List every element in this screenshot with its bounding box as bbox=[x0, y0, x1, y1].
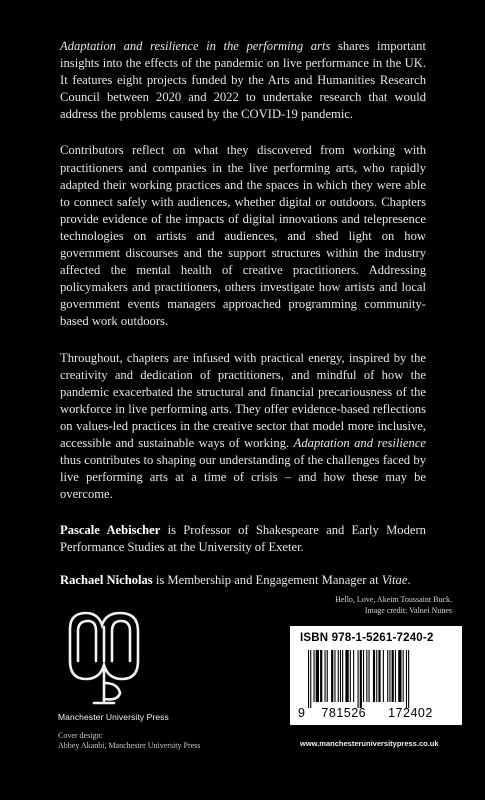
image-credit: Image credit: Valnei Nunes bbox=[364, 606, 452, 615]
barcode-bar bbox=[369, 650, 370, 702]
barcode-bar bbox=[383, 650, 384, 702]
barcode-digits-group-2: 172402 bbox=[388, 706, 433, 720]
barcode-bar bbox=[406, 650, 407, 708]
barcode-bar bbox=[314, 650, 315, 702]
barcode-bar bbox=[389, 650, 390, 702]
barcode-bar bbox=[392, 650, 394, 702]
barcode-digits bbox=[298, 706, 456, 720]
barcode-digits-group-1: 781526 bbox=[321, 706, 367, 720]
barcode-bar bbox=[316, 650, 319, 702]
mup-logo-icon bbox=[64, 605, 146, 709]
editor-name-1: Pascale Aebischer bbox=[60, 523, 161, 538]
cover-design-credit bbox=[58, 731, 200, 751]
barcode-digit-first: 9 bbox=[298, 706, 306, 720]
blurb-p3-end: thus contributes to shaping our understanding of the challenges faced by live performing arts at a time of crisis – and how these may be overcome. bbox=[60, 453, 426, 502]
book-short-title-italic: Adaptation and resilience bbox=[293, 435, 426, 450]
barcode-bar bbox=[331, 650, 333, 702]
barcode-bar bbox=[325, 650, 326, 702]
publisher-website: www.manchesteruniversitypress.co.uk bbox=[300, 739, 439, 748]
isbn-label: ISBN 978-1-5261-7240-2 bbox=[300, 632, 434, 644]
barcode-bar bbox=[308, 650, 309, 708]
blurb-p3-start: Throughout, chapters are infused with practical energy, inspired by the creativity and dedication of practitioners, and mindful of how the pandemic exacerbated the structural and financial precariousness of the workforce in live performing arts. They offer evidence-based reflections on values-led practices in the creative sector that model more inclusive, accessible and sustainable ways of working. bbox=[60, 350, 426, 450]
organisation-italic: Vitae bbox=[381, 572, 408, 587]
cover-design-label: Cover design: bbox=[58, 731, 103, 740]
barcode-bar bbox=[403, 650, 404, 702]
barcode-bar bbox=[342, 650, 343, 702]
image-credits bbox=[335, 594, 452, 616]
barcode-bar bbox=[373, 650, 375, 702]
publisher-name: Manchester University Press bbox=[58, 712, 169, 722]
blurb-paragraph-2: Contributors reflect on what they discovered from working with practitioners and companies in the live performing arts, who rapidly adapted their working practices and the spaces in which they were able to connect safely with audiences, whether digital or outdoors. Chapters provide evidence of the impacts of digital innovations and telepresence technologies on artists and audiences, and shed light on how government discourses and the support structures within the industry affected the mental health of creative practitioners. Addressing policymakers and practitioners, others investigate how artists and local government events managers approached programming community-based work outdoors. bbox=[60, 143, 426, 329]
blurb-paragraph-1 bbox=[60, 38, 426, 123]
isbn-barcode-panel bbox=[290, 626, 462, 725]
barcode-bar bbox=[378, 650, 380, 702]
barcode-bar bbox=[334, 650, 335, 702]
barcode-icon bbox=[308, 650, 448, 708]
barcode-bar bbox=[353, 650, 354, 702]
editor-bio-2 bbox=[60, 572, 426, 589]
barcode-bar bbox=[376, 650, 377, 702]
editor-name-2: Rachael Nicholas bbox=[60, 572, 153, 587]
barcode-bar bbox=[327, 650, 328, 702]
barcode-bar bbox=[358, 650, 359, 708]
barcode-bar bbox=[398, 650, 401, 702]
barcode-bar bbox=[338, 650, 339, 702]
barcode-bar bbox=[408, 650, 409, 708]
barcode-bar bbox=[366, 650, 367, 702]
barcode-bar bbox=[360, 650, 362, 708]
editor-bio-text-2: is Membership and Engagement Manager at bbox=[152, 572, 382, 587]
artwork-credit: Hello, Love, Akeim Toussaint Buck. bbox=[335, 595, 452, 604]
barcode-bar bbox=[363, 650, 364, 702]
barcode-bar bbox=[320, 650, 322, 702]
barcode-bar bbox=[350, 650, 351, 702]
barcode-bar bbox=[340, 650, 341, 702]
barcode-bar bbox=[387, 650, 388, 702]
blurb-paragraph-3 bbox=[60, 350, 426, 504]
editor-bio-end-2: . bbox=[407, 572, 411, 587]
book-title-italic: Adaptation and resilience in the performing arts bbox=[60, 39, 331, 53]
cover-designer: Abbey Akanbi, Manchester University Press bbox=[58, 741, 201, 750]
barcode-bar bbox=[310, 650, 311, 708]
editor-bio-text-1: is Professor of Shakespeare and Early Modern Performance Studies at the University of Exeter. bbox=[60, 523, 426, 555]
blurb-p1-text: shares important insights into the effects of the pandemic on live performance in the UK. It features eight projects funded by the Arts and Humanities Research Council between 2020 and 2022 to undertake research that would address the problems caused by the COVID-19 pandemic. bbox=[60, 39, 426, 122]
back-cover-blurb bbox=[60, 38, 426, 604]
barcode-bar bbox=[345, 650, 348, 702]
editor-bio-1 bbox=[60, 522, 426, 556]
barcode-bar bbox=[395, 650, 396, 702]
